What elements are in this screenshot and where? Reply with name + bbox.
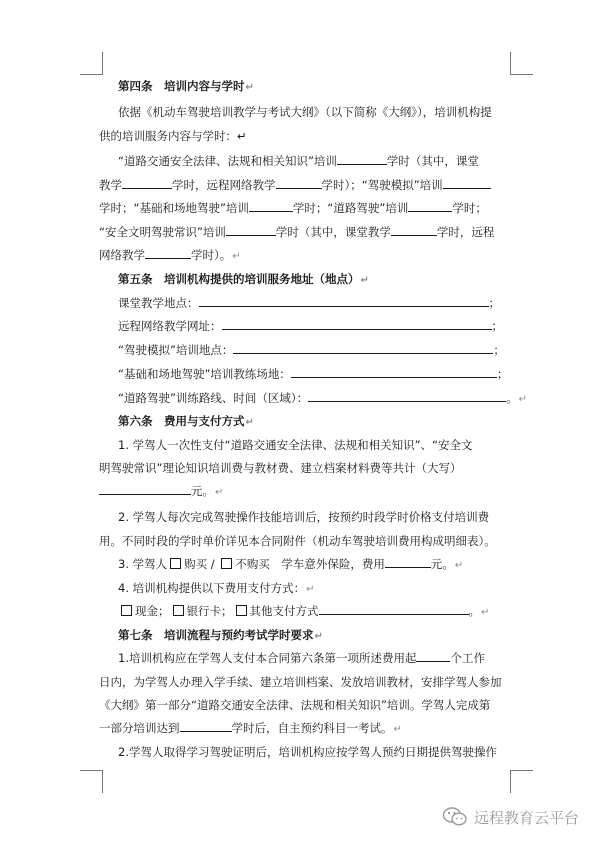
- text-run: 课堂教学地点：: [118, 296, 199, 310]
- text-run: 其他支付方式: [249, 604, 319, 618]
- page-corner-mark-top-right: [510, 52, 533, 75]
- paragraph-line: [118, 437, 473, 453]
- fill-in-blank[interactable]: [180, 720, 232, 732]
- paragraph-line: [118, 744, 497, 760]
- fill-in-blank[interactable]: [226, 224, 276, 236]
- text-run: “安全文明驾驶常识”培训: [99, 225, 226, 239]
- fill-in-blank[interactable]: [416, 650, 450, 662]
- paragraph-mark: ↵: [314, 631, 323, 642]
- paragraph-line: [118, 390, 527, 406]
- text-run: 学时（其中，课堂教学: [275, 225, 391, 239]
- checkbox[interactable]: [173, 605, 184, 616]
- fill-in-blank[interactable]: [319, 603, 469, 615]
- fill-in-blank[interactable]: [385, 556, 431, 568]
- paragraph-mark: ↵: [481, 607, 490, 618]
- text-run: 用。不同时段的学时单价详见本合同附件（机动车驾驶培训费用构成明细表）。: [99, 534, 496, 548]
- text-run: 1.培训机构应在学驾人支付本合同第六条第一项所述费用起: [118, 651, 417, 665]
- text-run: ；: [491, 319, 503, 333]
- text-run: 第四条 培训内容与学时: [118, 79, 245, 93]
- text-run: 不购买 学车意外保险，费用: [235, 557, 385, 571]
- paragraph-line: [118, 153, 479, 169]
- paragraph-mark: ↵: [360, 275, 369, 286]
- paragraph-line: [99, 224, 494, 240]
- fill-in-blank[interactable]: [199, 295, 489, 307]
- page-corner-mark-bottom-left: [80, 770, 103, 793]
- paragraph-line: [118, 509, 489, 525]
- text-run: 学时（其中，课堂: [386, 154, 479, 168]
- paragraph-line: [99, 247, 241, 263]
- text-run: 学时；“基础和场地驾驶”培训: [99, 201, 249, 215]
- paragraph-mark: ↵: [232, 251, 241, 262]
- section-heading: [118, 78, 254, 94]
- text-run: 购买 /: [184, 557, 219, 571]
- paragraph-line: [118, 104, 492, 120]
- fill-in-blank[interactable]: [233, 342, 493, 354]
- text-run: 2.学驾人取得学习驾驶证明后，培训机构应按学驾人预约日期提供驾驶操作: [118, 745, 497, 759]
- paragraph-line: [118, 556, 463, 572]
- text-run: 学时）；“驾驶模拟”培训: [321, 178, 443, 192]
- paragraph-line: [99, 128, 247, 144]
- text-run: 1. 学驾人一次性支付“道路交通安全法律、法规和相关知识”、“安全文: [118, 438, 473, 452]
- paragraph-line: [99, 697, 490, 713]
- text-run: 。: [506, 391, 518, 405]
- paragraph-mark: ↵: [215, 487, 224, 498]
- paragraph-mark: ↵: [454, 560, 464, 571]
- text-run: 依据《机动车驾驶培训教学与考试大纲》（以下简称《大纲》），培训机构提: [118, 105, 492, 119]
- paragraph-mark: ↵: [518, 394, 528, 405]
- text-run: “驾驶模拟”培训地点：: [118, 343, 234, 357]
- fill-in-blank[interactable]: [222, 318, 492, 330]
- fill-in-blank[interactable]: [276, 177, 322, 189]
- watermark-text: 远程教育云平台: [473, 808, 579, 827]
- fill-in-blank[interactable]: [408, 200, 452, 212]
- paragraph-line: [118, 650, 485, 666]
- paragraph-line: [99, 460, 461, 476]
- section-heading: [118, 627, 323, 643]
- paragraph-line: [99, 674, 502, 690]
- fill-in-blank[interactable]: [337, 153, 387, 165]
- checkbox[interactable]: [170, 558, 181, 569]
- watermark: [442, 806, 579, 828]
- text-run: “道路驾驶”训练路线、时间（区域）：: [118, 391, 309, 405]
- paragraph-mark: ↵: [306, 584, 315, 595]
- fill-in-blank[interactable]: [443, 177, 491, 189]
- page-corner-mark-bottom-right: [510, 770, 533, 793]
- paragraph-line: [118, 366, 508, 382]
- text-run: 学时后，自主预约科目一考试。: [231, 721, 393, 735]
- fill-in-blank[interactable]: [308, 390, 506, 402]
- text-run: 远程网络教学网址：: [118, 319, 222, 333]
- text-run: 《大纲》第一部分“道路交通安全法律、法规和相关知识”培训。学驾人完成第: [99, 698, 491, 712]
- text-run: ；: [493, 343, 505, 357]
- text-run: 现金；: [135, 604, 170, 618]
- text-run: 元。: [430, 557, 454, 571]
- paragraph-line: [118, 580, 315, 596]
- text-run: “基础和场地驾驶”培训教练场地：: [118, 367, 291, 381]
- text-run: 学时）。: [191, 248, 232, 262]
- paragraph-line: [118, 295, 500, 311]
- text-run: 。: [468, 604, 480, 618]
- paragraph-line: [118, 318, 503, 334]
- fill-in-blank[interactable]: [291, 366, 497, 378]
- text-run: “道路交通安全法律、法规和相关知识”培训: [118, 154, 337, 168]
- text-run: 明驾驶常识”理论知识培训费与教材费、建立档案材料费等共计（大写）: [99, 461, 462, 475]
- text-run: 4. 培训机构提供以下费用支付方式：: [118, 581, 306, 595]
- checkbox[interactable]: [236, 605, 247, 616]
- text-run: 网络教学: [99, 248, 145, 262]
- fill-in-blank[interactable]: [249, 200, 293, 212]
- text-run: 个工作: [450, 651, 485, 665]
- fill-in-blank[interactable]: [145, 247, 191, 259]
- text-run: 3. 学驾人: [118, 557, 168, 571]
- text-run: 日内，为学驾人办理入学手续、建立培训档案、发放培训教材，安排学驾人参加: [99, 675, 502, 689]
- text-run: ；: [496, 367, 509, 381]
- paragraph-line: [99, 533, 496, 549]
- checkbox[interactable]: [121, 605, 132, 616]
- paragraph-line: [99, 483, 223, 499]
- checkbox[interactable]: [221, 558, 232, 569]
- section-heading: [118, 413, 254, 429]
- paragraph-line: [99, 720, 402, 736]
- text-run: 第五条 培训机构提供的培训服务地址（地点）: [118, 272, 360, 286]
- text-run: 2. 学驾人每次完成驾驶操作技能培训后，按预约时段学时价格支付培训费: [118, 510, 490, 524]
- text-run: 一部分培训达到: [99, 721, 180, 735]
- paragraph-line: [99, 177, 491, 193]
- paragraph-line: [118, 603, 489, 619]
- fill-in-blank[interactable]: [122, 177, 172, 189]
- text-run: 元。: [191, 484, 214, 498]
- page-corner-mark-top-left: [80, 52, 103, 75]
- fill-in-blank[interactable]: [391, 224, 437, 236]
- text-run: 第六条 费用与支付方式: [118, 414, 245, 428]
- text-run: 学时；“道路驾驶”培训: [292, 201, 409, 215]
- text-run: 第七条 培训流程与预约考试学时要求: [118, 628, 314, 642]
- text-run: 学时；: [452, 201, 487, 215]
- text-run: 供的培训服务内容与学时：↵: [99, 129, 247, 143]
- paragraph-line: [99, 200, 487, 216]
- paragraph-mark: ↵: [393, 724, 402, 735]
- text-run: ；: [488, 296, 500, 310]
- section-heading: [118, 271, 369, 287]
- text-run: 学时，远程: [436, 225, 495, 239]
- text-run: 教学: [99, 178, 122, 192]
- text-run: 学时，远程网络教学: [172, 178, 276, 192]
- wechat-icon: [442, 806, 468, 828]
- fill-in-blank[interactable]: [99, 483, 191, 495]
- paragraph-mark: ↵: [245, 417, 254, 428]
- paragraph-mark: ↵: [245, 82, 254, 93]
- text-run: 银行卡；: [186, 604, 233, 618]
- paragraph-line: [118, 342, 505, 358]
